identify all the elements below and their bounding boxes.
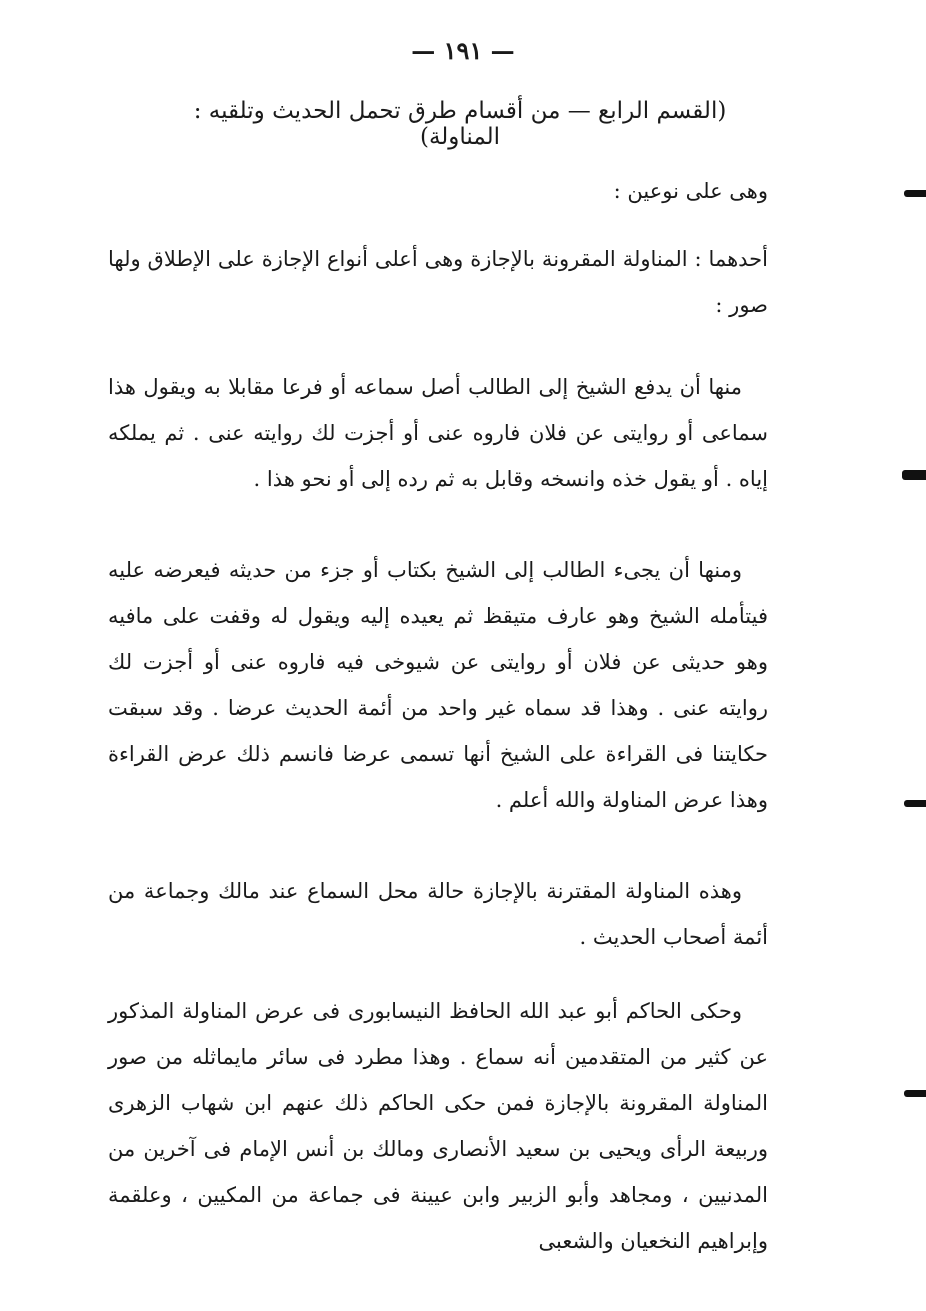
- paragraph-form-one: منها أن يدفع الشيخ إلى الطالب أصل سماعه أو فرعا مقابلا به ويقول هذا سماعى أو روايتى عن فلان فاروه عنى أو أجزت لك روايته عنى . ثم يملكه إياه . أو يقول خذه وانسخه وقابل به ثم رده إلى أو نحو هذا .: [108, 375, 768, 491]
- scan-edge-mark: [902, 470, 926, 480]
- paragraph-first-type: أحدهما : المناولة المقرونة بالإجازة وهى أعلى أنواع الإجازة على الإطلاق ولها صور :: [108, 247, 768, 317]
- paragraph-ruling: وهذه المناولة المقترنة بالإجازة حالة محل السماع عند مالك وجماعة من أئمة أصحاب الحديث .: [108, 879, 768, 949]
- scan-edge-mark: [904, 190, 926, 197]
- scan-edge-mark: [904, 800, 926, 807]
- paragraph-form-two: ومنها أن يجىء الطالب إلى الشيخ بكتاب أو جزء من حديثه فيعرضه عليه فيتأمله الشيخ وهو عارف متيقظ ثم يعيده إليه ويقول له وقفت على مافيه وهو حديثى عن فلان أو روايتى عن شيوخى فيه فاروه عنى أو أجزت لك روايته عنى . وهذا قد سماه غير واحد من أئمة الحديث عرضا . وقد سبقت حكايتنا فى القراءة على الشيخ أنها تسمى عرضا فانسم ذلك عرض القراءة وهذا عرض المناولة والله أعلم .: [108, 558, 768, 812]
- page-number: — ١٩١ —: [411, 36, 515, 65]
- paragraph-hakim: وحكى الحاكم أبو عبد الله الحافظ النيسابورى فى عرض المناولة المذكور عن كثير من المتقدمين أنه سماع . وهذا مطرد فى سائر مايماثله من صور المناولة المقرونة بالإجازة فمن حكى الحاكم ذلك عنهم ابن شهاب الزهرى وربيعة الرأى ويحيى بن سعيد الأنصارى ومالك بن أنس الإمام فى آخرين من المدنيين ، ومجاهد وأبو الزبير وابن عيينة فى جماعة من المكيين ، وعلقمة وإبراهيم النخعيان والشعبى: [108, 999, 768, 1253]
- scan-edge-mark: [904, 1090, 926, 1097]
- section-title: (القسم الرابع — من أقسام طرق تحمل الحديث وتلقيه : المناولة): [193, 98, 727, 150]
- paragraph-intro: وهى على نوعين :: [613, 179, 768, 203]
